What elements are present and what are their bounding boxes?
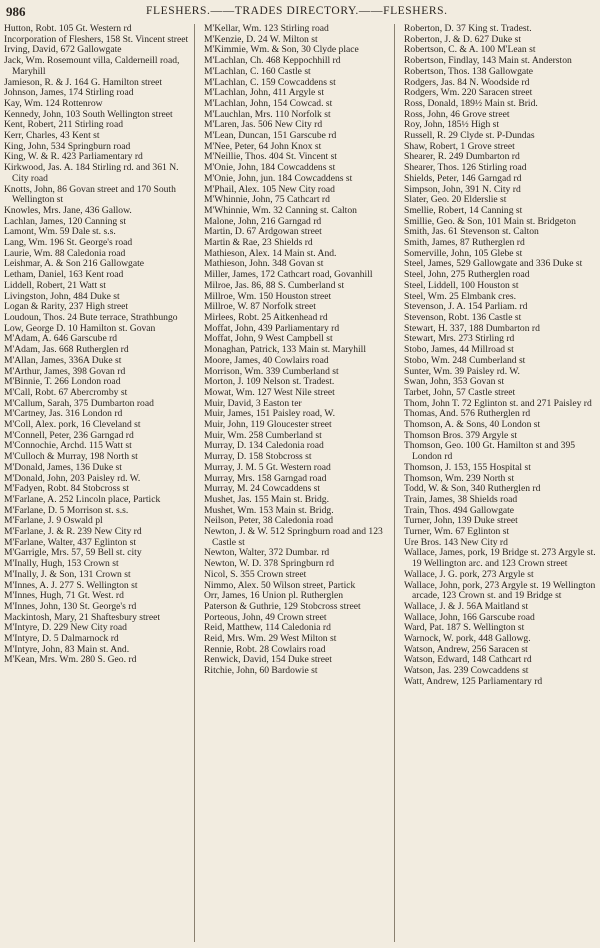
directory-entry: M'Innes, Hugh, 71 Gt. West. rd (4, 591, 124, 602)
directory-entry: M'Lachlan, Ch. 468 Keppochhill rd (204, 56, 341, 67)
directory-entry: Irving, David, 672 Gallowgate (4, 45, 122, 56)
directory-entry: Shearer, Thos. 126 Stirling road (404, 163, 527, 174)
directory-entry: Wallace, James, pork, 19 Bridge st. 273 Argyle st. 19 Wellington arc. and 123 Crown street (404, 548, 596, 570)
directory-entry: M'Inally, Hugh, 153 Crown st (4, 559, 119, 570)
directory-entry: M'Allan, James, 336A Duke st (4, 355, 122, 366)
directory-entry: Lamont, Wm. 59 Dale st. s.s. (4, 227, 116, 238)
directory-entry: Smillie, Geo. & Son, 101 Main st. Bridgeton (404, 216, 576, 227)
directory-entry: Mackintosh, Mary, 21 Shaftesbury street (4, 612, 161, 623)
directory-entry: Wallace, John, pork, 273 Argyle st. 19 Wellington arcade, 123 Crown st. and 19 Bridge st (404, 580, 596, 602)
directory-entry: Miller, James, 172 Cathcart road, Govanhill (204, 270, 373, 281)
directory-entry: Muir, David, 3 Easton ter (204, 398, 302, 409)
directory-entry: Tarbet, John, 57 Castle street (404, 387, 516, 398)
directory-entry: M'Lachlan, John, 154 Cowcad. st (204, 98, 333, 109)
directory-entry: M'Connochie, Archd. 115 Watt st (4, 441, 132, 452)
directory-entry: M'Donald, James, 136 Duke st (4, 462, 122, 473)
directory-entry: Newton, J. & W. 512 Springburn road and 123 Castle st (204, 527, 383, 548)
directory-entry: M'Donald, John, 203 Paisley rd. W. (4, 473, 141, 484)
directory-entry: Rennie, Robt. 28 Cowlairs road (204, 644, 326, 655)
directory-entry: Steel, John, 275 Rutherglen road (404, 270, 530, 281)
directory-entry: Murray, J. M. 5 Gt. Western road (204, 462, 331, 473)
directory-entry: Steel, Liddell, 100 Houston st (404, 280, 519, 291)
directory-entry: Hutton, Robt. 105 Gt. Western rd (4, 24, 132, 34)
directory-entry: Slater, Geo. 20 Elderslie st (404, 195, 507, 206)
directory-entry: M'Onie, John, 184 Cowcaddens st (204, 163, 336, 174)
directory-entry: Renwick, David, 154 Duke street (204, 655, 332, 666)
directory-entry: Mathieson, Alex. 14 Main st. And. (204, 248, 337, 259)
directory-entry: M'Culloch & Murray, 198 North st (4, 452, 138, 463)
directory-entry: Mirlees, Robt. 25 Aitkenhead rd (204, 312, 328, 323)
directory-entry: King, John, 534 Springburn road (4, 141, 131, 152)
directory-entry: Moore, James, 40 Cowlairs road (204, 355, 329, 366)
directory-entry: M'Adam, A. 646 Garscube rd (4, 334, 118, 345)
directory-entry: Steel, James, 529 Gallowgate and 336 Duke st (404, 259, 583, 270)
directory-entry: M'Inally, J. & Son, 131 Crown st (4, 569, 131, 580)
directory-entry: M'Onie, John, jun. 184 Cowcaddens st (204, 173, 353, 184)
directory-entry: Newton, Walter, 372 Dumbar. rd (204, 548, 330, 559)
directory-entry: Murray, D. 134 Caledonia road (204, 441, 324, 452)
directory-entry: Stevenson, Robt. 136 Castle st (404, 312, 522, 323)
directory-entry: Letham, Daniel, 163 Kent road (4, 270, 124, 281)
directory-entry: Lang, Wm. 196 St. George's road (4, 238, 133, 249)
directory-entry: Wallace, John, 166 Garscube road (404, 612, 535, 623)
page-header (6, 4, 590, 20)
directory-entry: M'Whinnie, John, 75 Cathcart rd (204, 195, 330, 206)
directory-entry: M'Coll, Alex. pork, 16 Cleveland st (4, 420, 141, 431)
directory-entry: Turner, John, 139 Duke street (404, 516, 518, 527)
directory-entry: Shaw, Robert, 1 Grove street (404, 141, 515, 152)
directory-entry: Murray, D. 158 Stobcross st (204, 452, 312, 463)
directory-entry: Nimmo, Alex. 50 Wilson street, Partick (204, 580, 356, 591)
directory-entry: Kay, Wm. 124 Rottenrow (4, 98, 103, 109)
directory-entry: Jamieson, R. & J. 164 G. Hamilton street (4, 77, 163, 88)
directory-entry: Muir, James, 151 Paisley road, W. (204, 409, 335, 420)
directory-entry: Shearer, R. 249 Dumbarton rd (404, 152, 520, 163)
directory-entry: Murray, M. 24 Cowcaddens st (204, 484, 321, 495)
directory-entry: Simpson, John, 391 N. City rd (404, 184, 521, 195)
directory-entry: Turner, Wm. 67 Eglinton st (404, 527, 510, 538)
directory-entry: Somerville, John, 105 Glebe st (404, 248, 523, 259)
directory-entry: M'Nee, Peter, 64 John Knox st (204, 141, 322, 152)
directory-entry: Stewart, Mrs. 273 Stirling rd (404, 334, 515, 345)
directory-entry: Loudoun, Thos. 24 Bute terrace, Strathbungo (4, 312, 178, 323)
directory-entry: Kirkwood, Jas. A. 184 Stirling rd. and 361 N. City road (4, 163, 179, 184)
directory-entry: M'Cartney, Jas. 316 London rd (4, 409, 123, 420)
directory-entry: M'Farlane, A. 252 Lincoln place, Partick (4, 494, 161, 505)
directory-entry: Thomson, A. & Sons, 40 London st (404, 420, 541, 431)
directory-entry: M'Kean, Mrs. Wm. 280 S. Geo. rd (4, 655, 137, 666)
directory-entry: Reid, Matthew, 114 Caledonia rd (204, 623, 331, 634)
directory-entry: M'Kimmie, Wm. & Son, 30 Clyde place (204, 45, 359, 56)
directory-entry: M'Farlane, D. 5 Morrison st. s.s. (4, 505, 129, 516)
directory-entry: Mowat, Wm. 127 West Nile street (204, 387, 335, 398)
directory-entry: Smith, Jas. 61 Stevenson st. Calton (404, 227, 539, 238)
directory-entry: M'Fadyen, Robt. 84 Stobcross st (4, 484, 129, 495)
directory-entry: Rodgers, Jas. 84 N. Woodside rd (404, 77, 530, 88)
directory-entry: Morrison, Wm. 339 Cumberland st (204, 366, 339, 377)
directory-entry: Moffat, John, 9 West Campbell st (204, 334, 333, 345)
directory-entry: Stevenson, J. A. 154 Parliam. rd (404, 302, 528, 313)
column-2 (204, 24, 395, 942)
directory-entry: M'Garrigle, Mrs. 57, 59 Bell st. city (4, 548, 142, 559)
directory-entry: Wallace, J. & J. 56A Maitland st (404, 601, 529, 612)
page-number: 986 (6, 4, 26, 19)
directory-entry: Thomson, Geo. 100 Gt. Hamilton st and 395 London rd (404, 441, 576, 463)
directory-entry: M'Lauchlan, Mrs. 110 Norfolk st (204, 109, 331, 120)
directory-entry: Warnock, W. pork, 448 Gallowg. (404, 634, 531, 645)
directory-entry: M'Arthur, James, 398 Govan rd (4, 366, 126, 377)
directory-entry: Watson, Andrew, 256 Saracen st (404, 644, 528, 655)
directory-entry: Mathieson, John. 348 Govan st (204, 259, 324, 270)
column-1 (4, 24, 195, 942)
directory-entry: M'Lachlan, C. 160 Castle st (204, 66, 311, 77)
directory-entry: Muir, Wm. 258 Cumberland st (204, 430, 322, 441)
directory-entry: Leishmar, A. & Son 216 Gallowgate (4, 259, 145, 270)
directory-entry: Liddell, Robert, 21 Watt st (4, 280, 106, 291)
directory-entry: M'Intyre, D. 5 Dalmarnock rd (4, 634, 119, 645)
directory-entry: Millroe, W. 87 Norfolk street (204, 302, 316, 313)
directory-entry: M'Intyre, D. 229 New City road (4, 623, 127, 634)
directory-entry: Low, George D. 10 Hamilton st. Govan (4, 323, 156, 334)
directory-entry: Thomas, And. 576 Rutherglen rd (404, 409, 531, 420)
directory-entry: Laurie, Wm. 88 Caledonia road (4, 248, 126, 259)
directory-entry: M'Kellar, Wm. 123 Stirling road (204, 24, 329, 34)
directory-entry: M'Callum, Sarah, 375 Dumbarton road (4, 398, 154, 409)
directory-entry: Ross, Donald, 189½ Main st. Brid. (404, 98, 538, 109)
directory-entry: Martin & Rae, 23 Shields rd (204, 238, 313, 249)
directory-entry: Steel, Wm. 25 Elmbank cres. (404, 291, 516, 302)
directory-entry: Malone, John, 216 Garngad rd (204, 216, 322, 227)
directory-entry: Todd, W. & Son, 340 Rutherglen rd (404, 484, 541, 495)
directory-entry: Stobo, James, 44 Millroad st (404, 345, 514, 356)
directory-entry: Milroe, Jas. 86, 88 S. Cumberland st (204, 280, 345, 291)
directory-entry: Jack, Wm. Rosemount villa, Calderneill road, Maryhill (4, 56, 180, 77)
directory-entry: M'Lachlan, C. 159 Cowcaddens st (204, 77, 336, 88)
directory-entry: Russell, R. 29 Clyde st. P-Dundas (404, 131, 535, 142)
directory-entry: Livingston, John, 484 Duke st (4, 291, 120, 302)
directory-entry: Robertson, Findlay, 143 Main st. Anderston (404, 56, 572, 67)
directory-entry: Newton, W. D. 378 Springburn rd (204, 559, 335, 570)
directory-entry: Sunter, Wm. 39 Paisley rd. W. (404, 366, 520, 377)
directory-entry: Train, James, 38 Shields road (404, 494, 518, 505)
directory-entry: Robertson, C. & A. 100 M'Lean st (404, 45, 536, 56)
directory-entry: Ure Bros. 143 New City rd (404, 537, 508, 548)
directory-entry: Logan & Rarity, 237 High street (4, 302, 129, 313)
directory-entry: Kerr, Charles, 43 Kent st (4, 131, 100, 142)
directory-entry: Porteous, John, 49 Crown street (204, 612, 327, 623)
directory-entry: M'Kenzie, D. 24 W. Milton st (204, 34, 318, 45)
directory-entry: M'Farlane, Walter, 437 Eglinton st (4, 537, 137, 548)
directory-entry: Roberton, D. 37 King st. Tradest. (404, 24, 532, 34)
directory-entry: Moffat, John, 439 Parliamentary rd (204, 323, 340, 334)
directory-entry: M'Adam, Jas. 668 Rutherglen rd (4, 345, 129, 356)
directory-entry: Kent, Robert, 211 Stirling road (4, 120, 124, 131)
directory-entry: Martin, D. 67 Ardgowan street (204, 227, 322, 238)
directory-entry: Wallace, J. G. pork, 273 Argyle st (404, 569, 534, 580)
directory-entry: M'Phail, Alex. 105 New City road (204, 184, 335, 195)
directory-entry: Incorporation of Fleshers, 158 St. Vincent street (4, 34, 189, 45)
running-title: FLESHERS.——TRADES DIRECTORY.——FLESHERS. (146, 5, 448, 17)
directory-entry: M'Farlane, J. 9 Oswald pl (4, 516, 103, 527)
directory-entry: Shields, Peter, 146 Garngad rd (404, 173, 522, 184)
directory-entry: Millroe, Wm. 150 Houston street (204, 291, 332, 302)
directory-entry: Lachlan, James, 120 Canning st (4, 216, 127, 227)
directory-entry: M'Innes, John, 130 St. George's rd (4, 601, 137, 612)
directory-entry: M'Whinnie, Wm. 32 Canning st. Calton (204, 205, 357, 216)
directory-entry: King, W. & R. 423 Parliamentary rd (4, 152, 143, 163)
directory-entry: Neilson, Peter, 38 Caledonia road (204, 516, 334, 527)
directory-entry: M'Neillie, Thos. 404 St. Vincent st (204, 152, 337, 163)
directory-entry: Muir, John, 119 Gloucester street (204, 420, 332, 431)
directory-entry: Train, Thos. 494 Gallowgate (404, 505, 515, 516)
directory-entry: Stewart, H. 337, 188 Dumbarton rd (404, 323, 540, 334)
directory-entry: M'Innes, A. J. 277 S. Wellington st (4, 580, 138, 591)
directory-entry: Knotts, John, 86 Govan street and 170 South Wellington st (4, 184, 176, 206)
directory-entry: Murray, Mrs. 158 Garngad road (204, 473, 327, 484)
column-3 (404, 24, 596, 688)
directory-entry: Mushet, Jas. 155 Main st. Bridg. (204, 494, 329, 505)
directory-entry: Thomson Bros. 379 Argyle st (404, 430, 518, 441)
directory-entry: Smellie, Robert, 14 Canning st (404, 205, 523, 216)
directory-entry: M'Lachlan, John, 411 Argyle st (204, 88, 325, 99)
directory-entry: Ross, John, 46 Grove street (404, 109, 510, 120)
directory-entry: Thomson, J. 153, 155 Hospital st (404, 462, 531, 473)
directory-entry: Orr, James, 16 Union pl. Rutherglen (204, 591, 344, 602)
directory-entry: Watt, Andrew, 125 Parliamentary rd (404, 676, 543, 687)
directory-entry: Thom, John T. 72 Eglinton st. and 271 Paisley rd (404, 398, 592, 409)
directory-entry: Roy, John, 185½ High st (404, 120, 500, 131)
directory-entry: Smith, James, 87 Rutherglen rd (404, 238, 525, 249)
directory-entry: Rodgers, Wm. 220 Saracen street (404, 88, 533, 99)
directory-entry: Monaghan, Patrick, 133 Main st. Maryhill (204, 345, 367, 356)
directory-entry: M'Binnie, T. 266 London road (4, 377, 121, 388)
directory-entry: Kennedy, John, 103 South Wellington street (4, 109, 173, 120)
directory-entry: M'Intyre, John, 83 Main st. And. (4, 644, 130, 655)
directory-entry: Reid, Mrs. Wm. 29 West Milton st (204, 634, 337, 645)
directory-entry: Swan, John, 353 Govan st (404, 377, 505, 388)
directory-entry: Watson, Edward, 148 Cathcart rd (404, 655, 532, 666)
directory-entry: Ward, Pat. 187 S. Wellington st (404, 623, 525, 634)
directory-entry: Paterson & Guthrie, 129 Stobcross street (204, 601, 361, 612)
directory-entry: Roberton, J. & D. 627 Duke st (404, 34, 521, 45)
directory-entry: Johnson, James, 174 Stirling road (4, 88, 134, 99)
directory-entry: Ritchie, John, 60 Bardowie st (204, 666, 318, 677)
directory-entry: Mushet, Wm. 153 Main st. Bridg. (204, 505, 334, 516)
directory-entry: M'Farlane, J. & R. 239 New City rd (4, 527, 142, 538)
directory-entry: M'Lean, Duncan, 151 Garscube rd (204, 131, 337, 142)
directory-entry: Watson, Jas. 239 Cowcaddens st (404, 666, 529, 677)
directory-entry: Knowles, Mrs. Jane, 436 Gallow. (4, 205, 132, 216)
directory-entry: Robertson, Thos. 138 Gallowgate (404, 66, 534, 77)
directory-entry: Thomson, Wm. 239 North st (404, 473, 515, 484)
directory-entry: M'Call, Robt. 67 Abercromby st (4, 387, 128, 398)
directory-entry: M'Laren, Jas. 506 New City rd (204, 120, 323, 131)
directory-entry: Morton, J. 109 Nelson st. Tradest. (204, 377, 335, 388)
directory-entry: M'Connell, Peter, 236 Garngad rd (4, 430, 134, 441)
directory-entry: Stobo, Wm. 248 Cumberland st (404, 355, 526, 366)
directory-entry: Nicol, S. 355 Crown street (204, 569, 307, 580)
